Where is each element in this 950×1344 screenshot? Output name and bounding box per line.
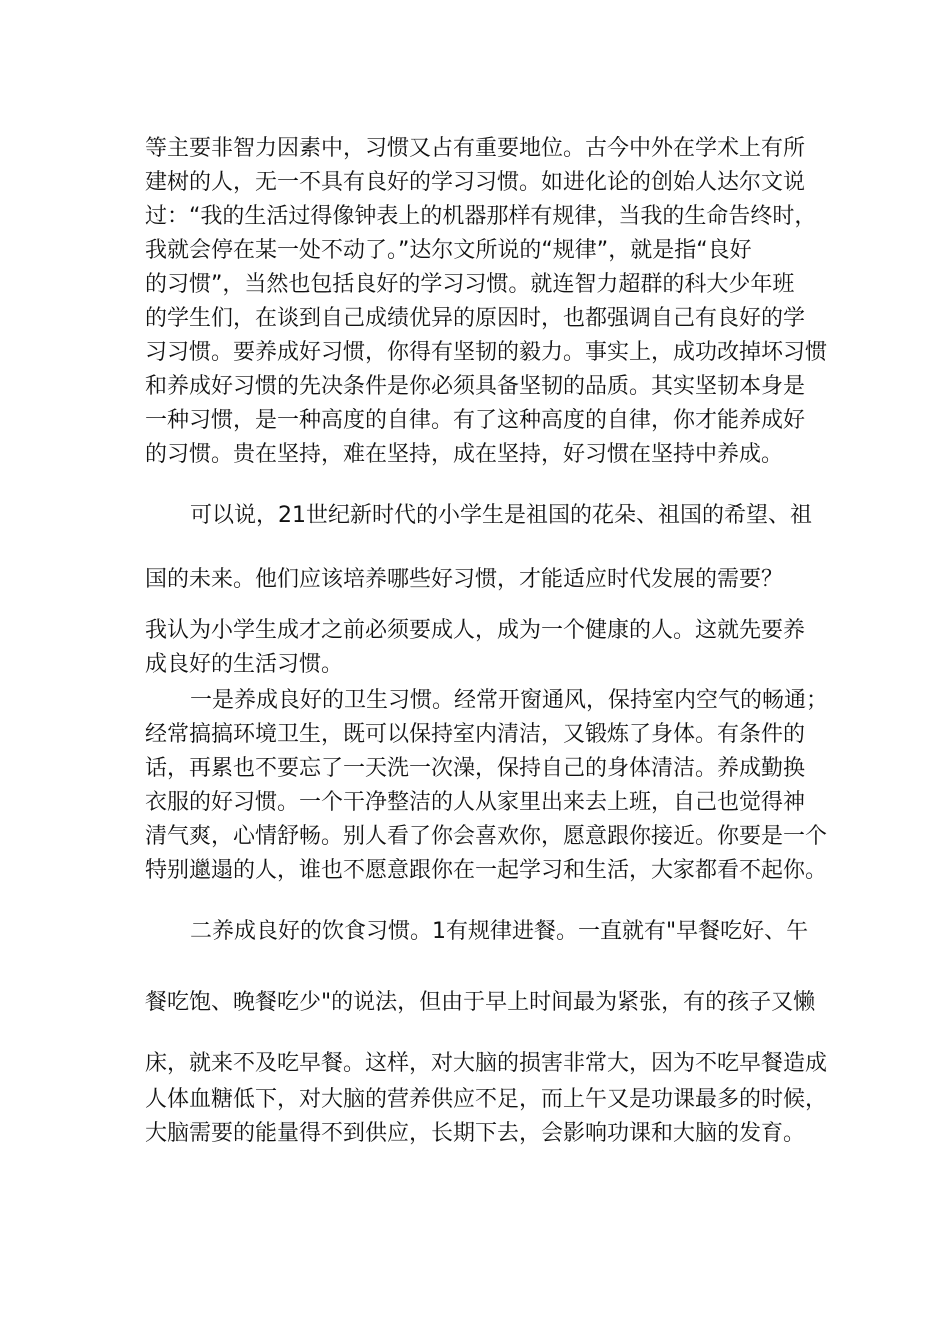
text-line: 和养成好习惯的先决条件是你必须具备坚韧的品质。其实坚韧本身是 bbox=[145, 374, 806, 399]
text-line: 经常搞搞环境卫生，既可以保持室内清洁，又锻炼了身体。有条件的 bbox=[145, 722, 806, 747]
text-line: 建树的人，无一不具有良好的学习习惯。如进化论的创始人达尔文说 bbox=[145, 170, 806, 195]
text-line: 可以说，21世纪新时代的小学生是祖国的花朵、祖国的希望、祖 bbox=[190, 503, 812, 528]
text-line: 大脑需要的能量得不到供应，长期下去，会影响功课和大脑的发育。 bbox=[145, 1121, 806, 1146]
text-line: 我认为小学生成才之前必须要成人，成为一个健康的人。这就先要养 bbox=[145, 618, 806, 643]
text-line: 过：“我的生活过得像钟表上的机器那样有规律，当我的生命告终时， bbox=[145, 204, 817, 229]
text-line: 餐吃饱、晚餐吃少"的说法，但由于早上时间最为紧张，有的孩子又懒 bbox=[145, 990, 816, 1015]
text-line: 习习惯。要养成好习惯，你得有坚韧的毅力。事实上，成功改掉坏习惯 bbox=[145, 340, 828, 365]
text-line: 人体血糖低下，对大脑的营养供应不足，而上午又是功课最多的时候， bbox=[145, 1087, 828, 1112]
text-line: 特别邋遢的人，谁也不愿意跟你在一起学习和生活，大家都看不起你。 bbox=[145, 858, 828, 883]
text-line: 成良好的生活习惯。 bbox=[145, 652, 344, 677]
text-line: 的学生们，在谈到自己成绩优异的原因时，也都强调自己有良好的学 bbox=[145, 306, 806, 331]
text-line: 等主要非智力因素中，习惯又占有重要地位。古今中外在学术上有所 bbox=[145, 136, 806, 161]
text-line: 的习惯。贵在坚持，难在坚持，成在坚持，好习惯在坚持中养成。 bbox=[145, 442, 784, 467]
text-line: 二养成良好的饮食习惯。1有规律进餐。一直就有"早餐吃好、午 bbox=[190, 919, 809, 944]
text-line: 床，就来不及吃早餐。这样，对大脑的损害非常大，因为不吃早餐造成 bbox=[145, 1051, 828, 1076]
text-line: 一是养成良好的卫生习惯。经常开窗通风，保持室内空气的畅通； bbox=[190, 688, 829, 713]
text-line: 清气爽，心情舒畅。别人看了你会喜欢你，愿意跟你接近。你要是一个 bbox=[145, 824, 828, 849]
text-line: 国的未来。他们应该培养哪些好习惯，才能适应时代发展的需要？ bbox=[145, 567, 784, 592]
text-line: 衣服的好习惯。一个干净整洁的人从家里出来去上班，自己也觉得神 bbox=[145, 790, 806, 815]
text-line: 一种习惯，是一种高度的自律。有了这种高度的自律，你才能养成好 bbox=[145, 408, 806, 433]
text-line: 我就会停在某一处不动了。”达尔文所说的“规律”，就是指“良好 bbox=[145, 238, 752, 263]
text-line: 的习惯”，当然也包括良好的学习习惯。就连智力超群的科大少年班 bbox=[145, 272, 795, 297]
text-line: 话，再累也不要忘了一天洗一次澡，保持自己的身体清洁。养成勤换 bbox=[145, 756, 806, 781]
